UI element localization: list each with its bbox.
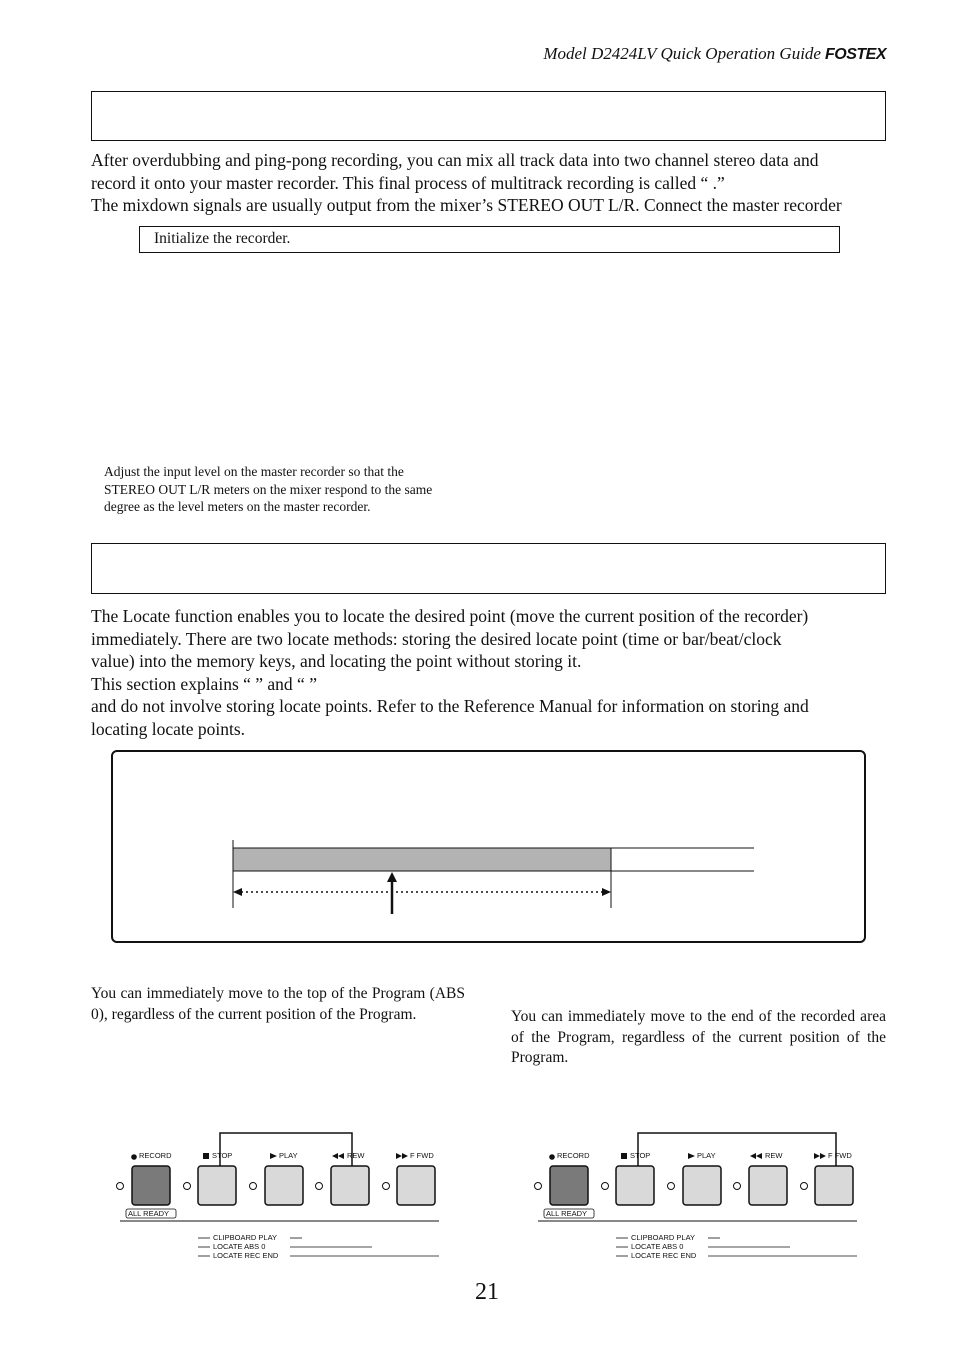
- all-ready-label: ALL READY: [546, 1209, 587, 1218]
- locate-top-description: You can immediately move to the top of the Program (ABS 0), regardless of the current position of the Program.: [91, 985, 465, 1023]
- play-label: PLAY: [279, 1151, 298, 1160]
- range-arrow-right: [602, 888, 611, 896]
- record-label: RECORD: [139, 1151, 172, 1160]
- led-icon: [668, 1183, 675, 1190]
- play-label: PLAY: [697, 1151, 716, 1160]
- mixdown-line: After overdubbing and ping-pong recording, you can mix all track data into two channel stereo data and: [91, 150, 819, 170]
- stop-square-icon: [203, 1153, 209, 1159]
- section-title-box-mixdown: [91, 91, 886, 141]
- transport-panel-svg: [530, 1128, 860, 1268]
- stop-square-icon: [621, 1153, 627, 1159]
- mixdown-line: The mixdown signals are usually output from the mixer’s STEREO OUT L/R. Connect the master recorder: [91, 195, 842, 215]
- rew-icon: [750, 1153, 756, 1159]
- program-diagram-svg: [113, 752, 864, 941]
- rew-label: REW: [765, 1151, 783, 1160]
- mixdown-paragraph: [91, 149, 886, 217]
- brand-logo: FOSTEX: [824, 46, 886, 63]
- step-text: Initialize the recorder.: [154, 230, 291, 247]
- stop-button: [198, 1166, 236, 1205]
- function-label: LOCATE REC END: [213, 1251, 279, 1260]
- note-line: Adjust the input level on the master recorder so that the: [104, 464, 404, 479]
- locate-line: and do not involve storing locate points. Refer to the Reference Manual for information on storing and: [91, 696, 809, 716]
- current-position-arrow: [387, 872, 397, 882]
- page-number: 21: [475, 1279, 499, 1305]
- locate-line: This section explains “ ” and “ ”: [91, 673, 317, 694]
- locate-line: The Locate function enables you to locate the desired point (move the current position of the recorder): [91, 606, 809, 626]
- transport-panel-recend: [530, 1128, 860, 1268]
- stop-button: [616, 1166, 654, 1205]
- combo-bracket: [220, 1133, 352, 1166]
- locate-end-description: You can immediately move to the end of the recorded area of the Program, regardless of the current position of the Program.: [511, 1008, 886, 1066]
- ffwd-icon: [814, 1153, 820, 1159]
- record-dot-icon: [131, 1154, 137, 1160]
- led-icon: [316, 1183, 323, 1190]
- led-icon: [801, 1183, 808, 1190]
- ffwd-button: [815, 1166, 853, 1205]
- led-icon: [250, 1183, 257, 1190]
- stop-label: STOP: [630, 1151, 651, 1160]
- led-icon: [383, 1183, 390, 1190]
- led-icon: [734, 1183, 741, 1190]
- play-triangle-icon: [688, 1153, 695, 1159]
- led-icon: [535, 1183, 542, 1190]
- record-button: [550, 1166, 588, 1205]
- locate-paragraph: [91, 605, 886, 740]
- transport-panel-svg: [112, 1128, 442, 1268]
- stop-label: STOP: [212, 1151, 233, 1160]
- rew-button: [331, 1166, 369, 1205]
- step-box: [139, 226, 840, 253]
- ffwd-label: F FWD: [410, 1151, 434, 1160]
- function-label: LOCATE ABS 0: [213, 1242, 266, 1251]
- rew-icon: [332, 1153, 338, 1159]
- header-title: Model D2424LV Quick Operation Guide: [543, 44, 821, 63]
- record-dot-icon: [549, 1154, 555, 1160]
- play-triangle-icon: [270, 1153, 277, 1159]
- all-ready-label: ALL READY: [128, 1209, 169, 1218]
- program-diagram: [111, 750, 866, 943]
- section-title-box-locate: [91, 543, 886, 594]
- record-button: [132, 1166, 170, 1205]
- rew-label: REW: [347, 1151, 365, 1160]
- locate-line: immediately. There are two locate methods: storing the desired locate point (time or bar/beat/clock: [91, 628, 782, 649]
- recorded-area-bar: [233, 848, 611, 871]
- function-label: CLIPBOARD PLAY: [213, 1233, 278, 1242]
- page-header: [543, 44, 886, 64]
- record-label: RECORD: [557, 1151, 590, 1160]
- combo-bracket: [638, 1133, 836, 1166]
- range-arrow-left: [233, 888, 242, 896]
- led-icon: [184, 1183, 191, 1190]
- transport-panel-abs0: [112, 1128, 442, 1268]
- function-label: CLIPBOARD PLAY: [631, 1233, 696, 1242]
- play-button: [265, 1166, 303, 1205]
- rew-button: [749, 1166, 787, 1205]
- led-icon: [117, 1183, 124, 1190]
- function-label: LOCATE ABS 0: [631, 1242, 684, 1251]
- mixdown-line: record it onto your master recorder. This final process of multitrack recording is called “ .”: [91, 172, 725, 193]
- locate-line: value) into the memory keys, and locating the point without storing it.: [91, 651, 582, 671]
- led-icon: [602, 1183, 609, 1190]
- note-line: STEREO OUT L/R meters on the mixer respond to the same: [104, 481, 433, 497]
- level-note: [104, 463, 484, 516]
- ffwd-label: F FWD: [828, 1151, 852, 1160]
- function-label: LOCATE REC END: [631, 1251, 697, 1260]
- ffwd-button: [397, 1166, 435, 1205]
- ffwd-icon: [396, 1153, 402, 1159]
- note-line: degree as the level meters on the master recorder.: [104, 499, 371, 514]
- play-button: [683, 1166, 721, 1205]
- locate-line: locating locate points.: [91, 718, 246, 739]
